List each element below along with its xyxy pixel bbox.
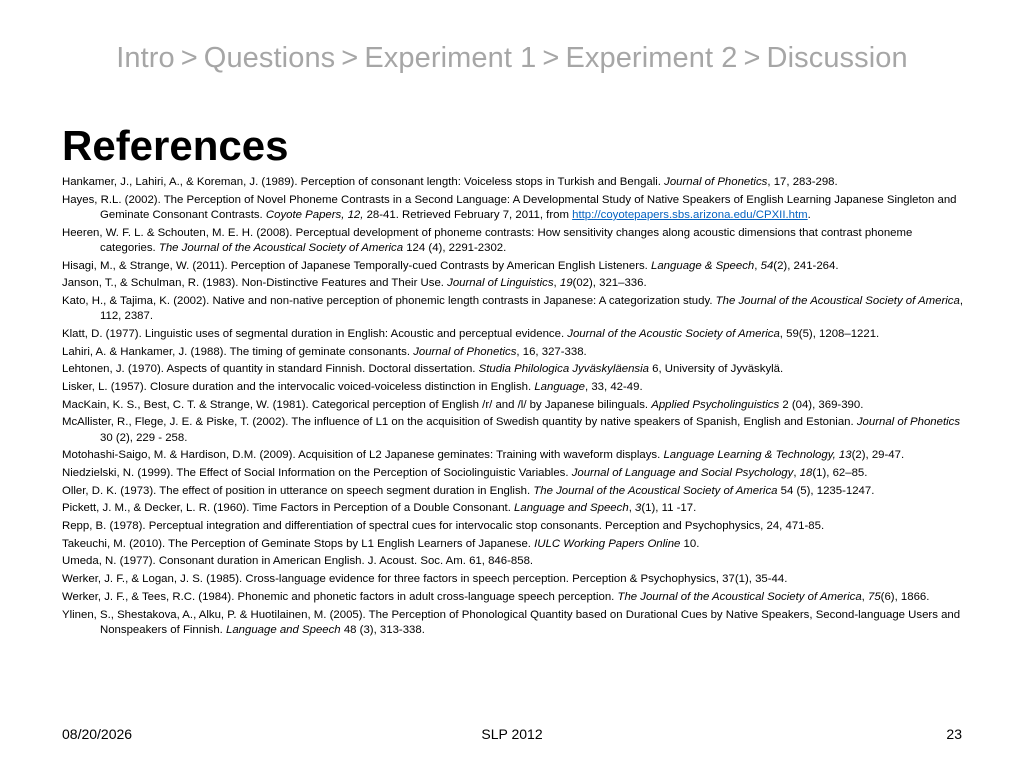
reference-source: Language and Speech [226, 623, 341, 636]
breadcrumb-item: Intro [116, 42, 175, 74]
breadcrumb-item: Questions [203, 42, 336, 74]
reference-text: , 33, 42-49. [585, 380, 643, 393]
reference-text: Pickett, J. M., & Decker, L. R. (1960). Time Factors in Perception of a Double Consonant. [62, 502, 515, 515]
reference-text: 2 (04), 369-390. [779, 398, 864, 411]
breadcrumb-item: Experiment 1 [364, 42, 537, 74]
reference-source: 19 [559, 277, 573, 290]
reference-text: (2), 29-47. [851, 449, 905, 462]
reference-text: Niedzielski, N. (1999). The Effect of Social Information on the Perception of Sociolinguistic Variables. [62, 466, 572, 479]
page-number: 23 [946, 726, 962, 742]
reference-source: Journal of Phonetics [413, 345, 517, 358]
reference-entry [62, 466, 964, 481]
reference-source: 3 [635, 502, 642, 515]
reference-source: Language [534, 380, 586, 393]
reference-source: The Journal of the Acoustical Society of America [617, 590, 862, 603]
reference-source: Language Learning & Technology, 13 [663, 449, 852, 462]
reference-text: (1), 62–85. [812, 466, 868, 479]
reference-entry [62, 398, 964, 413]
reference-text: MacKain, K. S., Best, C. T. & Strange, W. (1981). Categorical perception of English /r/ and /l/ by Japanese bilinguals. [62, 398, 652, 411]
reference-entry [62, 537, 964, 552]
reference-text: , 17, 283-298. [767, 176, 838, 188]
reference-source: Language & Speech [651, 259, 755, 272]
reference-entry [62, 519, 964, 534]
reference-link[interactable]: http://coyotepapers.sbs.arizona.edu/CPXII.htm [572, 208, 808, 221]
reference-source: Journal of Phonetics [856, 416, 961, 429]
reference-source: 18 [799, 466, 813, 479]
footer-center-text: SLP 2012 [481, 726, 543, 742]
reference-entry [62, 175, 964, 190]
footer-date: 08/20/2026 [62, 726, 133, 742]
reference-text: Hisagi, M., & Strange, W. (2011). Perception of Japanese Temporally-cued Contrasts by American English Listeners. [62, 259, 652, 272]
reference-text: 30 (2), 229 - 258. [100, 431, 188, 444]
breadcrumb-item: Experiment 2 [565, 42, 738, 74]
reference-text: , [754, 259, 761, 272]
reference-text: 48 (3), 313-338. [340, 623, 425, 636]
reference-text: Lehtonen, J. (1970). Aspects of quantity in standard Finnish. Doctoral dissertation. [62, 363, 479, 376]
reference-text: (1), 11 -17. [641, 502, 697, 515]
reference-text: Werker, J. F., & Logan, J. S. (1985). Cross-language evidence for three factors in speech perception. Perception & Psychophysics, 37(1), 35-44. [62, 573, 788, 586]
reference-text: Werker, J. F., & Tees, R.C. (1984). Phonemic and phonetic factors in adult cross-language speech perception. [62, 590, 618, 603]
reference-entry [62, 259, 964, 274]
reference-text: Lahiri, A. & Hankamer, J. (1988). The timing of geminate consonants. [62, 345, 414, 358]
reference-source: Applied Psycholinguistics [651, 398, 780, 411]
reference-text: Lisker, L. (1957). Closure duration and the intervocalic voiced-voiceless distinction in English. [62, 380, 535, 393]
reference-source: The Journal of the Acoustical Society of America [533, 484, 778, 497]
reference-text: (2), 241-264. [773, 259, 839, 272]
reference-entry [62, 362, 964, 377]
breadcrumb-separator: > [743, 42, 761, 74]
reference-text: , 16, 327-338. [516, 345, 587, 358]
reference-text: Ylinen, S., Shestakova, A., Alku, P. & Huotilainen, M. (2005). The Perception of Phonological Quantity based on Durational Cues by Native Speakers, Second-language Users and Nonspeakers of Finnish. [62, 608, 961, 636]
reference-source: 75 [868, 590, 881, 603]
reference-entry [62, 380, 964, 395]
reference-entry [62, 345, 964, 360]
reference-text: Oller, D. K. (1973). The effect of position in utterance on speech segment duration in English. [62, 484, 534, 497]
reference-text: Repp, B. (1978). Perceptual integration and differentiation of spectral cues for intervocalic stop consonants. Perception and Psychophysics, 24, 471-85. [62, 520, 825, 533]
reference-text: , [861, 590, 868, 603]
reference-entry [62, 484, 964, 499]
reference-entry [62, 501, 964, 516]
reference-entry [62, 327, 964, 342]
breadcrumb-item: Discussion [766, 42, 908, 74]
reference-text: Motohashi-Saigo, M. & Hardison, D.M. (2009). Acquisition of L2 Japanese geminates: Training with waveform displays. [62, 449, 664, 462]
reference-text: Hankamer, J., Lahiri, A., & Koreman, J. (1989). Perception of consonant length: Voiceless stops in Turkish and Bengali. [62, 176, 665, 188]
breadcrumb [0, 42, 1024, 75]
reference-text: , [553, 277, 560, 290]
page-title: References [62, 122, 289, 169]
reference-text: Heeren, W. F. L. & Schouten, M. E. H. (2008). Perceptual development of phoneme contrasts: How sensitivity changes along acoustic dimensions that contrast phoneme categories. [62, 226, 913, 254]
reference-source: Coyote Papers, 12, [265, 208, 364, 221]
reference-source: Journal of the Acoustic Society of America [567, 327, 780, 340]
reference-text: 54 (5), 1235-1247. [777, 484, 875, 497]
reference-source: 54 [760, 259, 774, 272]
reference-text: 6, University of Jyväskylä. [648, 363, 784, 376]
reference-source: Language and Speech [514, 502, 629, 515]
reference-text: 124 (4), 2291-2302. [403, 241, 507, 254]
reference-text: Hayes, R.L. (2002). The Perception of Novel Phoneme Contrasts in a Second Language: A Developmental Study of Native Speakers of English Learning Japanese Singleton and Geminate Consonant Contrasts. [62, 193, 957, 221]
reference-text: , 112, 2387. [100, 294, 963, 323]
reference-text: McAllister, R., Flege, J. E. & Piske, T. (2002). The influence of L1 on the acquisition of Swedish quantity by native speakers of Spanish, English and Estonian. [62, 416, 857, 429]
reference-entry [62, 193, 964, 223]
reference-text: Janson, T., & Schulman, R. (1983). Non-Distinctive Features and Their Use. [62, 277, 448, 290]
reference-text: Klatt, D. (1977). Linguistic uses of segmental duration in English: Acoustic and perceptual evidence. [62, 327, 568, 340]
reference-text: (02), 321–336. [572, 277, 647, 290]
reference-source: Journal of Phonetics [664, 176, 768, 188]
reference-text: 10. [680, 537, 700, 550]
reference-entry [62, 448, 964, 463]
reference-text: . [807, 208, 811, 221]
reference-text: Umeda, N. (1977). Consonant duration in American English. J. Acoust. Soc. Am. 61, 846-858. [62, 555, 534, 568]
reference-text: (6), 1866. [880, 590, 930, 603]
reference-entry [62, 554, 964, 569]
reference-entry [62, 590, 964, 605]
reference-entry [62, 276, 964, 291]
reference-entry [62, 572, 964, 587]
breadcrumb-separator: > [180, 42, 198, 74]
breadcrumb-separator: > [341, 42, 359, 74]
reference-text: , 59(5), 1208–1221. [779, 327, 880, 340]
reference-source: The Journal of the Acoustical Society of America [715, 294, 960, 307]
reference-source: Studia Philologica Jyväskyläensia [478, 363, 649, 376]
breadcrumb-separator: > [542, 42, 560, 74]
reference-text: Kato, H., & Tajima, K. (2002). Native and non-native perception of phonemic length contrasts in Japanese: A categorization study. [62, 294, 716, 307]
reference-source: The Journal of the Acoustical Society of America [158, 241, 404, 254]
reference-list [62, 175, 964, 640]
reference-entry [62, 415, 964, 445]
reference-text: , [793, 466, 800, 479]
reference-entry [62, 294, 964, 324]
reference-text: , [628, 502, 636, 515]
reference-source: Journal of Linguistics [447, 277, 554, 290]
reference-text: 28-41. Retrieved February 7, 2011, from [363, 208, 573, 221]
reference-text: Takeuchi, M. (2010). The Perception of Geminate Stops by L1 English Learners of Japanese. [62, 537, 535, 550]
reference-source: IULC Working Papers Online [534, 537, 681, 550]
reference-source: Journal of Language and Social Psychology [571, 466, 794, 479]
reference-entry [62, 226, 964, 256]
reference-entry [62, 608, 964, 638]
